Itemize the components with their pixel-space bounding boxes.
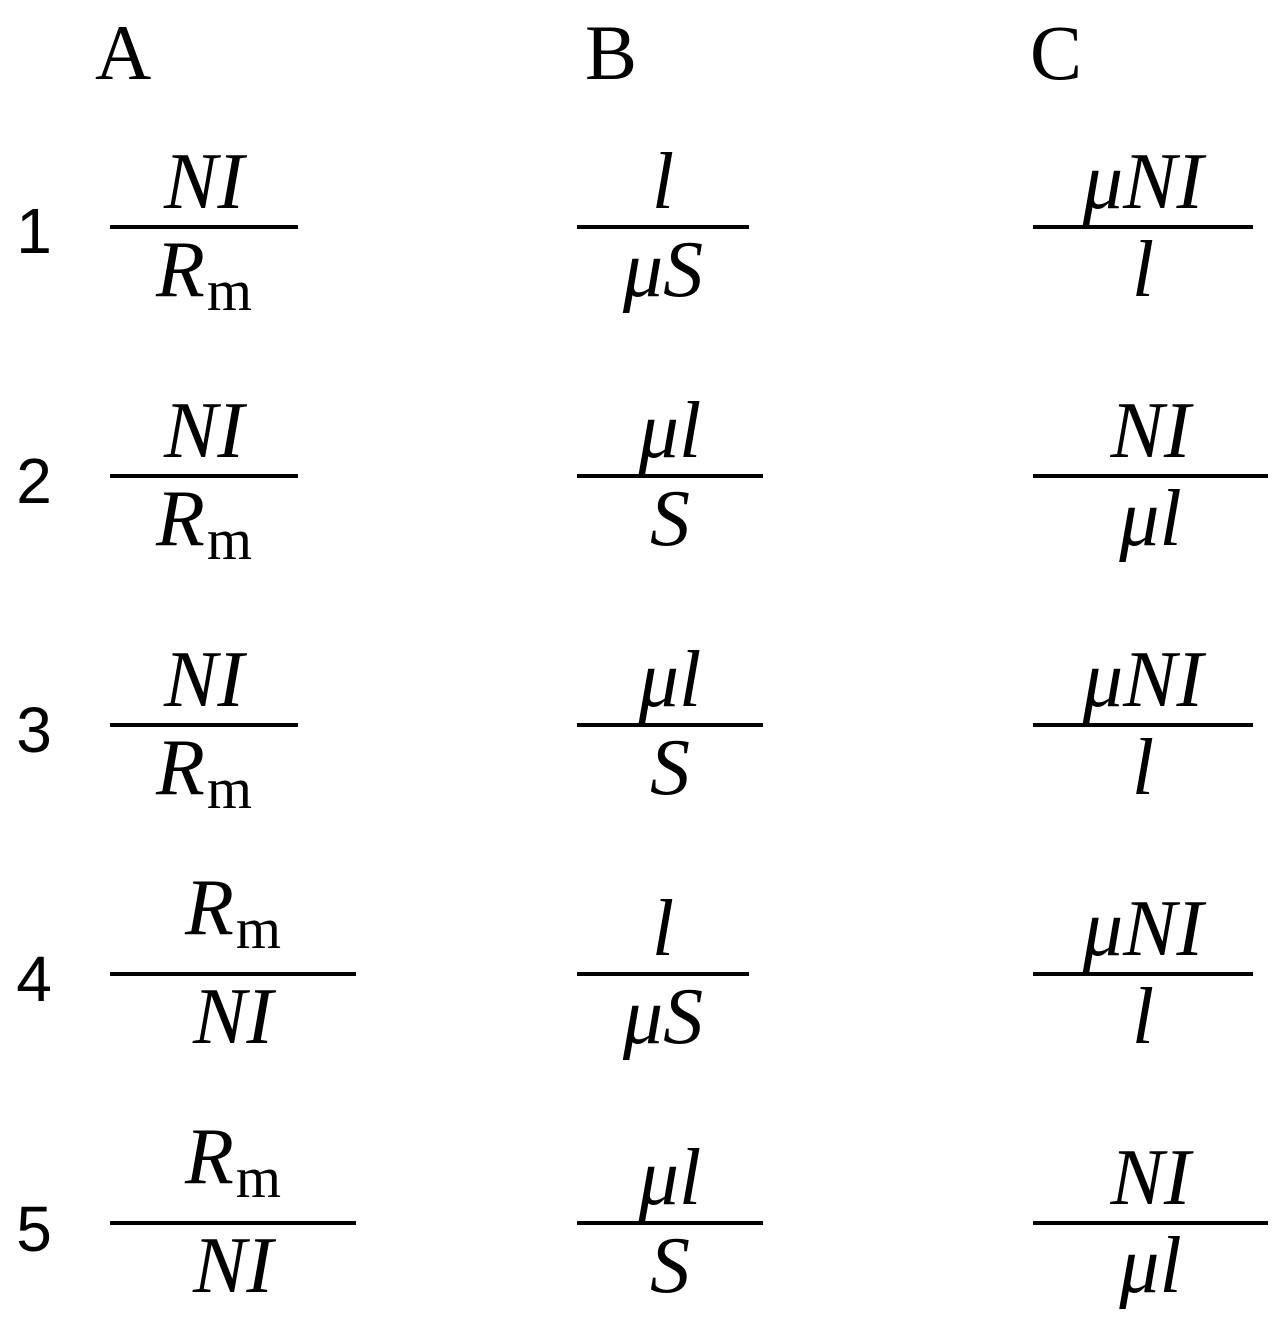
numerator-text: l bbox=[651, 138, 675, 226]
column-header-c: C bbox=[1030, 9, 1083, 96]
denominator bbox=[577, 227, 749, 313]
denominator bbox=[110, 974, 356, 1060]
row-number: 5 bbox=[16, 1193, 52, 1265]
denominator-text: R bbox=[156, 226, 205, 314]
fraction-c bbox=[1033, 885, 1253, 1061]
denominator-text: S bbox=[650, 1222, 690, 1310]
numerator bbox=[110, 865, 356, 972]
denominator bbox=[1033, 1223, 1268, 1309]
numerator bbox=[110, 1114, 356, 1221]
denominator-subscript: m bbox=[206, 756, 252, 821]
numerator-text: NI bbox=[164, 138, 244, 226]
fraction-c bbox=[1033, 387, 1268, 563]
fraction-a bbox=[110, 864, 356, 1061]
numerator bbox=[1033, 1135, 1268, 1221]
denominator bbox=[577, 476, 763, 562]
denominator bbox=[110, 1223, 356, 1309]
denominator-text: μl bbox=[1119, 475, 1182, 563]
denominator bbox=[1033, 725, 1253, 811]
numerator-text: μl bbox=[638, 1134, 702, 1222]
denominator bbox=[110, 227, 298, 334]
numerator bbox=[577, 637, 763, 723]
numerator-text: μl bbox=[638, 387, 702, 475]
denominator bbox=[110, 725, 298, 832]
numerator-subscript: m bbox=[235, 1145, 281, 1210]
row-number: 2 bbox=[16, 445, 52, 517]
numerator bbox=[1033, 139, 1253, 225]
fraction-c bbox=[1033, 138, 1253, 314]
numerator-text: μl bbox=[638, 636, 702, 724]
numerator bbox=[577, 1135, 763, 1221]
numerator bbox=[110, 388, 298, 474]
denominator-text: S bbox=[650, 724, 690, 812]
denominator-text: R bbox=[156, 724, 205, 812]
numerator-text: R bbox=[185, 1113, 234, 1201]
fraction-a bbox=[110, 1113, 356, 1310]
numerator bbox=[577, 388, 763, 474]
numerator-text: l bbox=[651, 885, 675, 973]
fraction-b bbox=[577, 1134, 763, 1310]
numerator bbox=[577, 139, 749, 225]
denominator bbox=[577, 1223, 763, 1309]
row-number: 4 bbox=[16, 943, 52, 1015]
numerator-text: μNI bbox=[1082, 636, 1204, 724]
numerator-text: NI bbox=[164, 387, 244, 475]
row-number: 3 bbox=[16, 694, 52, 766]
denominator-subscript: m bbox=[206, 507, 252, 572]
denominator-text: R bbox=[156, 475, 205, 563]
numerator bbox=[110, 139, 298, 225]
denominator-text: l bbox=[1131, 973, 1155, 1061]
column-header-a: A bbox=[95, 9, 152, 96]
denominator bbox=[1033, 974, 1253, 1060]
fraction-c bbox=[1033, 1134, 1268, 1310]
denominator bbox=[1033, 476, 1268, 562]
numerator bbox=[1033, 886, 1253, 972]
numerator-text: μNI bbox=[1082, 885, 1204, 973]
denominator-text: NI bbox=[193, 973, 273, 1061]
numerator bbox=[1033, 388, 1268, 474]
numerator-text: NI bbox=[1110, 387, 1191, 475]
denominator-text: μl bbox=[1119, 1222, 1182, 1310]
numerator bbox=[1033, 637, 1253, 723]
fraction-a bbox=[110, 636, 298, 821]
denominator-text: S bbox=[650, 475, 690, 563]
fraction-b bbox=[577, 387, 763, 563]
row-number: 1 bbox=[16, 195, 52, 267]
denominator-text: μS bbox=[622, 973, 704, 1061]
fraction-c bbox=[1033, 636, 1253, 812]
denominator-subscript: m bbox=[206, 258, 252, 323]
numerator-text: R bbox=[185, 864, 234, 952]
numerator-text: μNI bbox=[1082, 138, 1204, 226]
denominator bbox=[577, 725, 763, 811]
fraction-b bbox=[577, 138, 749, 314]
column-header-b: B bbox=[585, 9, 638, 96]
fraction-b bbox=[577, 636, 763, 812]
numerator-subscript: m bbox=[235, 896, 281, 961]
numerator bbox=[110, 637, 298, 723]
denominator-text: NI bbox=[193, 1222, 273, 1310]
denominator-text: μS bbox=[622, 226, 704, 314]
numerator-text: NI bbox=[1110, 1134, 1191, 1222]
denominator-text: l bbox=[1131, 226, 1155, 314]
denominator bbox=[1033, 227, 1253, 313]
fraction-a bbox=[110, 138, 298, 323]
numerator bbox=[577, 886, 749, 972]
fraction-b bbox=[577, 885, 749, 1061]
denominator bbox=[110, 476, 298, 583]
denominator-text: l bbox=[1131, 724, 1155, 812]
denominator bbox=[577, 974, 749, 1060]
numerator-text: NI bbox=[164, 636, 244, 724]
fraction-a bbox=[110, 387, 298, 572]
